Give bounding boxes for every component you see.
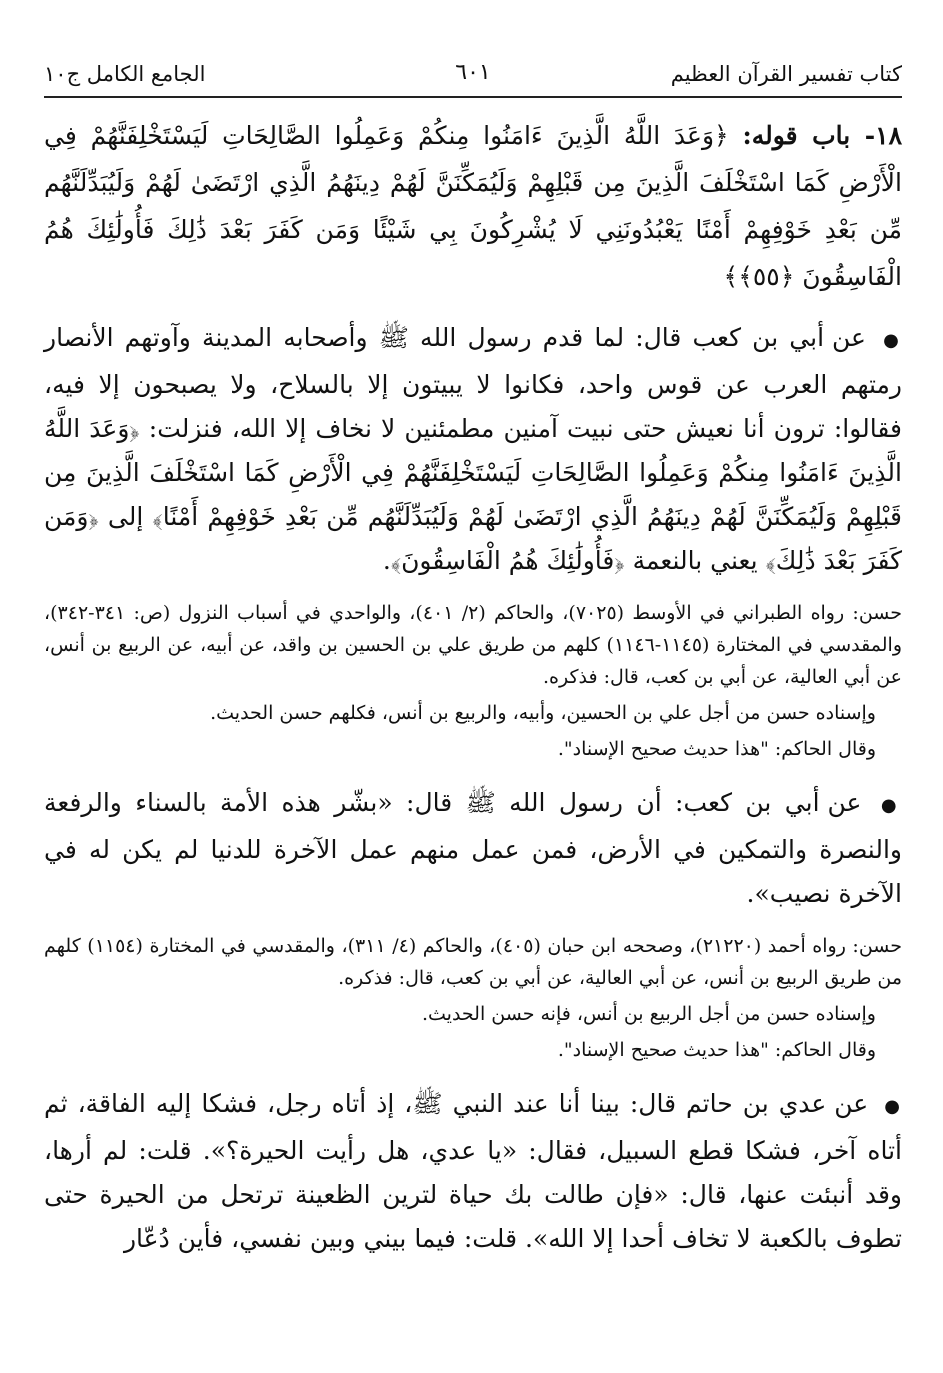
page-number: ٦٠١ [455,60,491,85]
ref-2-isnad: وإسناده حسن من أجل الربيع بن أنس، فإنه حسن الحديث. [421,1003,876,1025]
hadith-2-text: عن أبي بن كعب: أن رسول الله ﷺ قال: «بشّر هذه الأمة بالسناء والرفعة والنصرة والتمكين في الأرض، فمن عمل منهم عمل الآخرة للدنيا لم يكن له في الآخرة نصيب». [44,788,902,908]
hadith-1-text: عن أبي بن كعب قال: لما قدم رسول الله ﷺ وأصحابه المدينة وآوتهم الأنصار رمتهم العرب عن قوس واحد، فكانوا لا يبيتون إلا بالسلاح، ولا يصبحون إلا فيه، فقالوا: ترون أنا نعيش حتى نبيت آمنين مطمئنين لا نخاف إلا الله، فنزلت: ﴿وَعَدَ اللَّهُ الَّذِينَ ءَامَنُوا مِنكُمْ وَعَمِلُوا الصَّالِحَاتِ لَيَسْتَخْلِفَنَّهُمْ فِي الْأَرْضِ كَمَا اسْتَخْلَفَ الَّذِينَ مِن قَبْلِهِمْ وَلَيُمَكِّنَنَّ لَهُمْ دِينَهُمُ الَّذِي ارْتَضَىٰ لَهُمْ وَلَيُبَدِّلَنَّهُم مِّن بَعْدِ خَوْفِهِمْ أَمْنًا﴾ إلى ﴿وَمَن كَفَرَ بَعْدَ ذَٰلِكَ﴾ يعني بالنعمة ﴿فَأُولَٰئِكَ هُمُ الْفَاسِقُونَ﴾. [44,323,902,575]
ref-2-hakim: وقال الحاكم: "هذا حديث صحيح الإسناد". [557,1039,876,1061]
bullet-icon: ● [880,795,902,816]
book-page [44,52,902,1261]
header-rule [44,96,902,98]
chapter-label: ١٨- باب قوله: [742,121,902,150]
chapter-heading [44,112,902,300]
chapter-ayah: ﴿وَعَدَ اللَّهُ الَّذِينَ ءَامَنُوا مِنكُمْ وَعَمِلُوا الصَّالِحَاتِ لَيَسْتَخْلِفَنَّهُمْ فِي الْأَرْضِ كَمَا اسْتَخْلَفَ الَّذِينَ مِن قَبْلِهِمْ وَلَيُمَكِّنَنَّ لَهُمْ دِينَهُمُ الَّذِي ارْتَضَىٰ لَهُمْ وَلَيُبَدِّلَنَّهُم مِّن بَعْدِ خَوْفِهِمْ أَمْنًا يَعْبُدُونَنِي لَا يُشْرِكُونَ بِي شَيْئًا وَمَن كَفَرَ بَعْدَ ذَٰلِكَ فَأُولَٰئِكَ هُمُ الْفَاسِقُونَ ﴿٥٥﴾﴾ [44,121,902,291]
hadith-3 [44,1082,902,1261]
ref-2: حسن: رواه أحمد (٢١٢٢٠)، وصححه ابن حبان (٤٠٥)، والحاكم (٤/ ٣١١)، والمقدسي في المختارة (١١٥٤) كلهم من طريق الربيع بن أنس، عن أبي العالية، عن أبي بن كعب، قال: فذكره. [44,935,902,989]
page-header [44,52,902,92]
ref-1: حسن: رواه الطبراني في الأوسط (٧٠٢٥)، والحاكم (٢/ ٤٠١)، والواحدي في أسباب النزول (ص: ٣٤١-٣٤٢)، والمقدسي في المختارة (١١٤٥-١١٤٦) كلهم من طريق علي بن الحسين بن واقد، عن أبيه، عن الربيع بن أنس، عن أبي العالية، عن أبي بن كعب، قال: فذكره. [44,602,902,688]
bullet-icon: ● [883,330,902,351]
hadith-2 [44,781,902,916]
book-title: كتاب تفسير القرآن العظيم [670,62,902,86]
ref-1-isnad: وإسناده حسن من أجل علي بن الحسين، وأبيه، والربيع بن أنس، فكلهم حسن الحديث. [210,702,876,724]
ref-1-hakim: وقال الحاكم: "هذا حديث صحيح الإسناد". [557,738,876,760]
hadith-3-text: عن عدي بن حاتم قال: بينا أنا عند النبي ﷺ، إذ أتاه رجل، فشكا إليه الفاقة، ثم أتاه آخر، فشكا قطع السبيل، فقال: «يا عدي، هل رأيت الحيرة؟». قلت: لم أرها، وقد أنبئت عنها، قال: «فإن طالت بك حياة لترين الظعينة ترتحل من الحيرة حتى تطوف بالكعبة لا تخاف أحدا إلا الله». قلت: فيما بيني وبين نفسي، فأين دُعّار [44,1089,902,1253]
volume-title: الجامع الكامل ج١٠ [44,62,206,86]
bullet-icon: ● [884,1096,902,1117]
hadith-1 [44,316,902,583]
